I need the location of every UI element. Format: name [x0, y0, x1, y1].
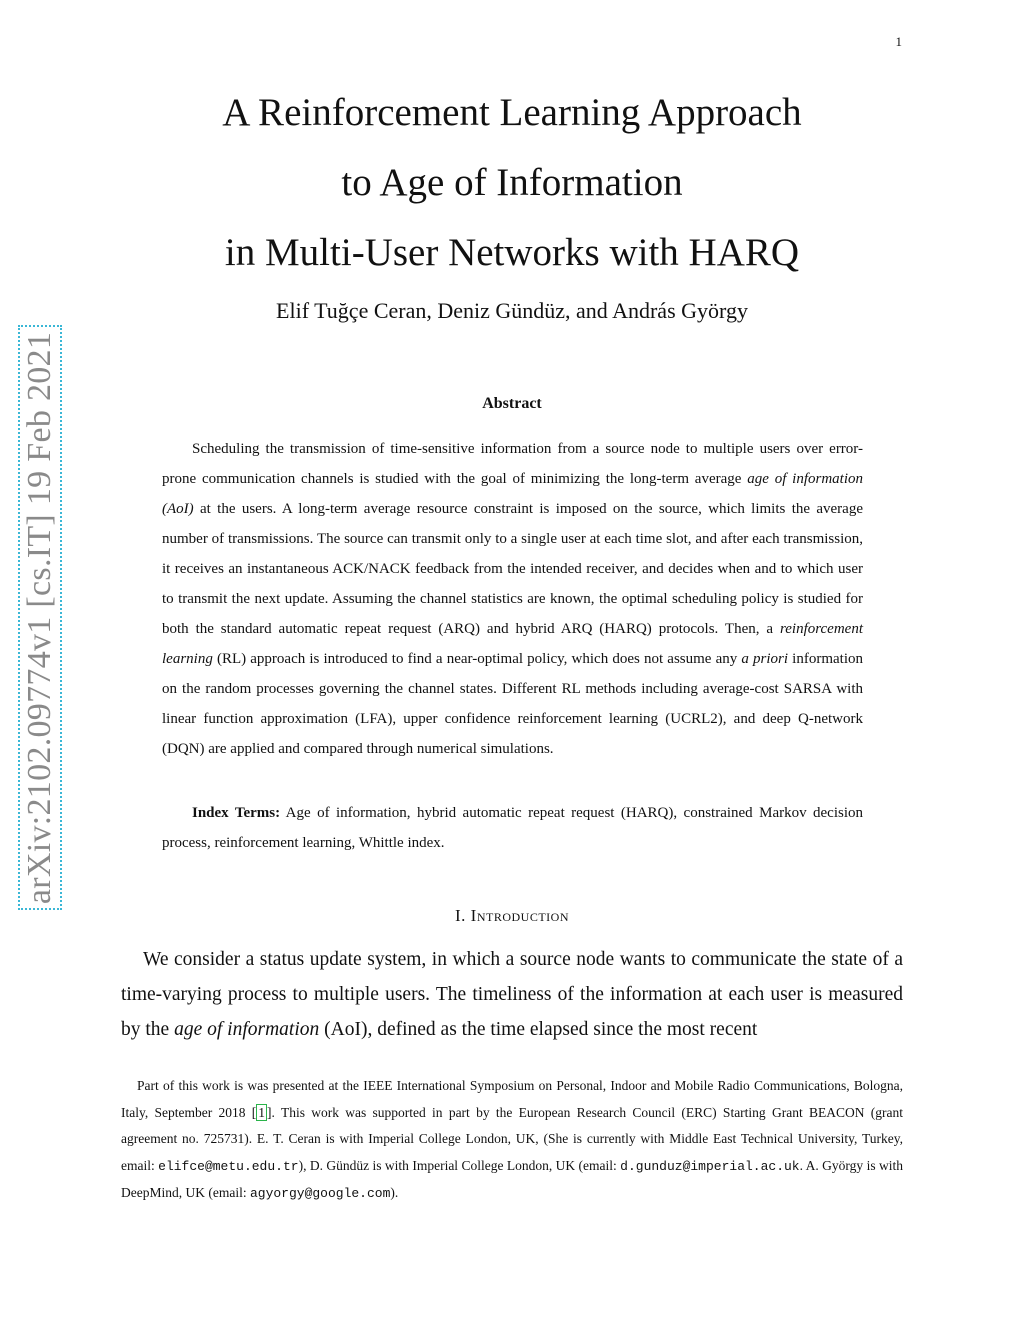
arxiv-identifier: arXiv:2102.09774v1 [cs.IT] 19 Feb 2021: [21, 331, 58, 904]
paper-title: [112, 78, 912, 288]
section-numeral: I.: [455, 906, 471, 925]
abstract-text-2: at the users. A long-term average resource constraint is imposed on the source, which limits the average number of transmissions. The source can transmit only to a single user at each time slot, and after each transmission, it receives an instantaneous ACK/NACK feedback from the intended receiver, and decides when and to which user to transmit the next update. Assuming the channel statistics are known, the optimal scheduling policy is studied for both the standard automatic repeat request (ARQ) and hybrid ARQ (HARQ) protocols. Then, a: [162, 501, 863, 637]
citation-link[interactable]: 1: [258, 1104, 266, 1120]
abstract-body: [162, 434, 863, 764]
footnote: [121, 1073, 903, 1208]
email-link-gyorgy[interactable]: agyorgy@google.com: [249, 1186, 391, 1201]
footnote-text-1: Part of this work is was presented at the IEEE International Symposium on Personal, Indoor and Mobile Radio Communications, Bologna, Italy, September 2018 [: [121, 1078, 903, 1120]
abstract-text-3: (RL) approach is introduced to find a near-optimal policy, which does not assume any: [212, 651, 742, 667]
intro-text-1: We consider a status update system, in which a source node wants to communicate the state of a time-varying process to multiple users. The timeliness of the information at each user is measured by the: [121, 949, 903, 1040]
title-line-2: to Age of Information: [341, 161, 683, 204]
index-terms-text: Age of information, hybrid automatic repeat request (HARQ), constrained Markov decision process, reinforcement learning, Whittle index.: [162, 805, 863, 851]
arxiv-identifier-stamp[interactable]: [18, 325, 62, 910]
abstract-emphasis-rl: reinforcement learning: [162, 621, 863, 667]
footnote-text-2: ]. This work was supported in part by the European Research Council (ERC) Starting Grant BEACON (grant agreement no. 725731). E. T. Ceran is with Imperial College London, UK, (She is currently with Middle East Technical University, Turkey, email:: [121, 1104, 903, 1173]
intro-text-2: (AoI), defined as the time elapsed since the most recent: [319, 1019, 758, 1040]
footnote-text-3: ), D. Gündüz is with Imperial College London, UK (email:: [298, 1157, 621, 1173]
section-heading-introduction: [112, 906, 912, 926]
page-number: 1: [895, 34, 902, 49]
abstract-emphasis-a-priori: a priori: [741, 651, 789, 667]
section-title: Introduction: [470, 906, 569, 925]
footnote-text-5: ).: [390, 1185, 399, 1200]
email-link-ceran[interactable]: elifce@metu.edu.tr: [158, 1158, 299, 1174]
abstract-heading: Abstract: [482, 395, 542, 412]
introduction-paragraph: [121, 942, 903, 1047]
email-link-gunduz[interactable]: d.gunduz@imperial.ac.uk: [620, 1158, 800, 1174]
abstract-emphasis-aoi: age of information (AoI): [162, 471, 863, 517]
footnote-text-4: . A. György is with DeepMind, UK (email:: [121, 1157, 903, 1200]
abstract-text-1: Scheduling the transmission of time-sensitive information from a source node to multiple users over error-prone communication channels is studied with the goal of minimizing the long-term average: [162, 441, 863, 487]
index-terms: [162, 798, 863, 858]
title-line-3: in Multi-User Networks with HARQ: [224, 231, 800, 274]
intro-emphasis-aoi: age of information: [174, 1019, 320, 1040]
author-list: Elif Tuğçe Ceran, Deniz Gündüz, and András György: [276, 298, 748, 323]
abstract-text-4: information on the random processes governing the channel states. Different RL methods including average-cost SARSA with linear function approximation (LFA), upper confidence reinforcement learning (UCRL2), and deep Q-network (DQN) are applied and compared through numerical simulations.: [162, 651, 863, 757]
index-terms-label: Index Terms:: [192, 805, 281, 821]
title-line-1: A Reinforcement Learning Approach: [222, 91, 802, 134]
